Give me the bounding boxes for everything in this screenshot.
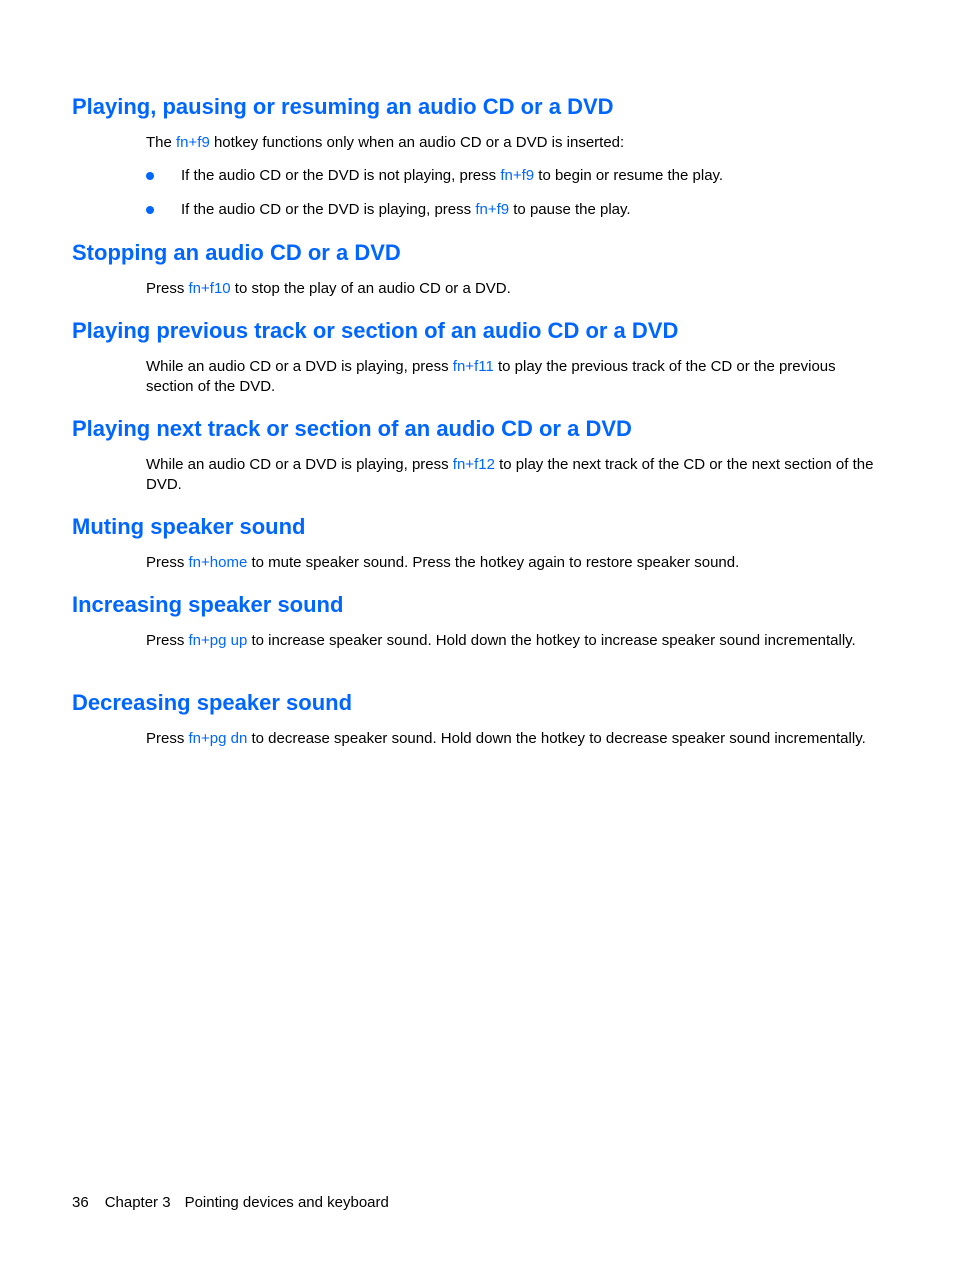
text-run: If the audio CD or the DVD is playing, press: [181, 201, 476, 218]
section-heading-play-pause: Playing, pausing or resuming an audio CD or a DVD: [72, 94, 614, 119]
section-body-decreasing: [146, 729, 876, 749]
section-intro-play-pause: [146, 133, 876, 153]
text-run: While an audio CD or a DVD is playing, press: [146, 456, 453, 473]
text-run: Press: [146, 280, 189, 297]
section-body-muting: [146, 553, 876, 573]
text-run: to stop the play of an audio CD or a DVD.: [230, 280, 511, 297]
text-run: The: [146, 134, 177, 151]
text-run: to begin or resume the play.: [534, 167, 724, 184]
hotkey-text: fn+f9: [500, 167, 535, 184]
section-body-stopping: [146, 279, 876, 299]
text-run: to decrease speaker sound. Hold down the hotkey to decrease speaker sound incrementally.: [247, 730, 866, 747]
footer-chapter: Chapter 3: [104, 1194, 171, 1211]
bullet-icon: [146, 172, 154, 180]
section-heading-previous-track: Playing previous track or section of an audio CD or a DVD: [72, 318, 679, 343]
text-run: If the audio CD or the DVD is not playing, press: [181, 167, 501, 184]
hotkey-text: fn+home: [188, 554, 248, 571]
text-run: While an audio CD or a DVD is playing, press: [146, 358, 453, 375]
text-run: to pause the play.: [509, 201, 631, 218]
page-number: 36: [72, 1194, 89, 1211]
section-body-next-track: [146, 455, 876, 494]
hotkey-text: fn+pg up: [188, 632, 248, 649]
list-item: [181, 200, 881, 220]
text-run: to mute speaker sound. Press the hotkey again to restore speaker sound.: [247, 554, 740, 571]
section-heading-stopping: Stopping an audio CD or a DVD: [72, 240, 401, 265]
text-run: Press: [146, 632, 189, 649]
text-run: Press: [146, 554, 189, 571]
text-run: to increase speaker sound. Hold down the hotkey to increase speaker sound incrementally.: [247, 632, 856, 649]
hotkey-text: fn+pg dn: [188, 730, 248, 747]
text-run: hotkey functions only when an audio CD or a DVD is inserted:: [209, 134, 625, 151]
hotkey-text: fn+f11: [452, 358, 494, 375]
section-heading-increasing: Increasing speaker sound: [72, 592, 344, 617]
footer-chapter-title: Pointing devices and keyboard: [184, 1194, 389, 1211]
section-body-previous-track: [146, 357, 876, 396]
section-heading-decreasing: Decreasing speaker sound: [72, 690, 353, 715]
section-heading-muting: Muting speaker sound: [72, 514, 306, 539]
text-run: to play the previous track of the CD or the previous section of the DVD.: [146, 358, 836, 395]
section-body-increasing: [146, 631, 876, 651]
list-item: [181, 166, 881, 186]
hotkey-text: fn+f9: [475, 201, 510, 218]
bullet-icon: [146, 206, 154, 214]
text-run: Press: [146, 730, 189, 747]
page-footer: [72, 1193, 405, 1212]
section-heading-next-track: Playing next track or section of an audio CD or a DVD: [72, 416, 632, 441]
hotkey-text: fn+f10: [188, 280, 231, 297]
hotkey-text: fn+f9: [176, 134, 210, 151]
text-run: to play the next track of the CD or the next section of the DVD.: [146, 456, 874, 493]
hotkey-text: fn+f12: [452, 456, 495, 473]
